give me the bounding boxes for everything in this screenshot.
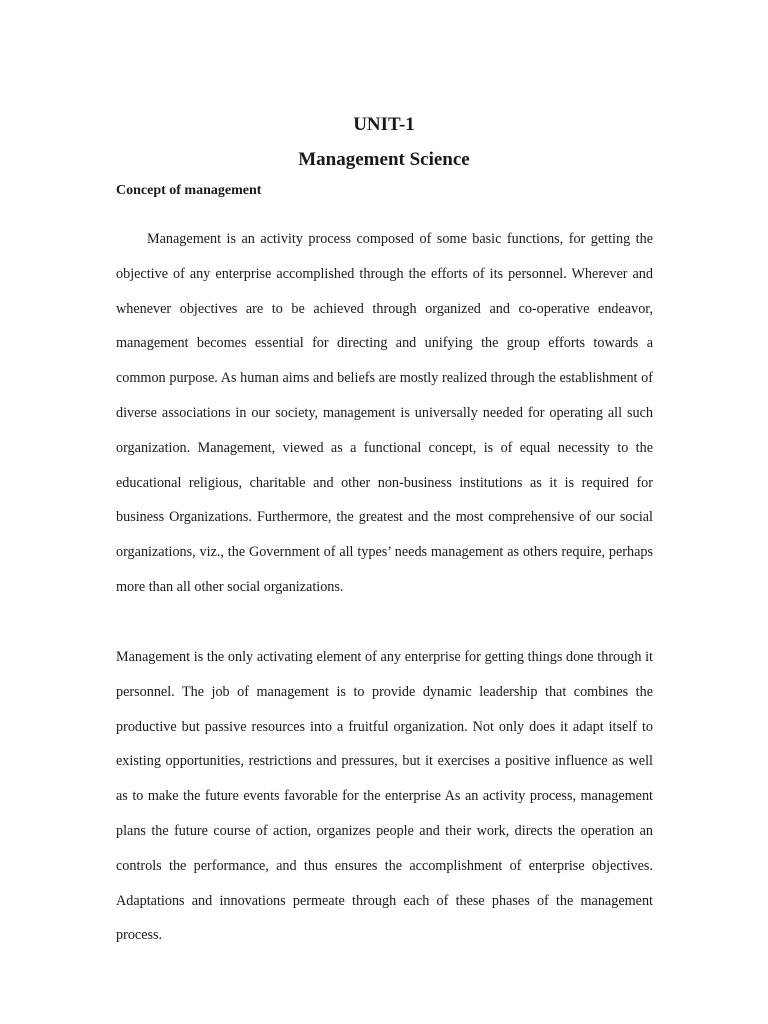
- unit-title: UNIT-1: [353, 114, 415, 135]
- document-title: Management Science: [298, 149, 470, 170]
- section-heading: Concept of management: [116, 183, 262, 198]
- paragraph-2: Management is the only activating element of any enterprise for getting things done through it personnel. The job of management is to provide dynamic leadership that combines the productive but passive resources into a fruitful organization. Not only does it adapt itself to existing opportunities, restrictions and pressures, but it exercises a positive influence as well as to make the future events favorable for the enterprise As an activity process, management plans the future course of action, organizes people and their work, directs the operation an controls the performance, and thus ensures the accomplishment of enterprise objectives. Adaptations and innovations permeate through each of these phases of the management process.: [116, 649, 653, 944]
- paragraph-1: Management is an activity process composed of some basic functions, for getting the objective of any enterprise accomplished through the efforts of its personnel. Wherever and whenever objectives are to be achieved through organized and co-operative endeavor, management becomes essential for directing and unifying the group efforts towards a common purpose. As human aims and beliefs are mostly realized through the establishment of diverse associations in our society, management is universally needed for operating all such organization. Management, viewed as a functional concept, is of equal necessity to the educational religious, charitable and other non-business institutions as it is required for business Organizations. Furthermore, the greatest and the most comprehensive of our social organizations, viz., the Government of all types’ needs management as others require, perhaps more than all other social organizations.: [116, 231, 653, 595]
